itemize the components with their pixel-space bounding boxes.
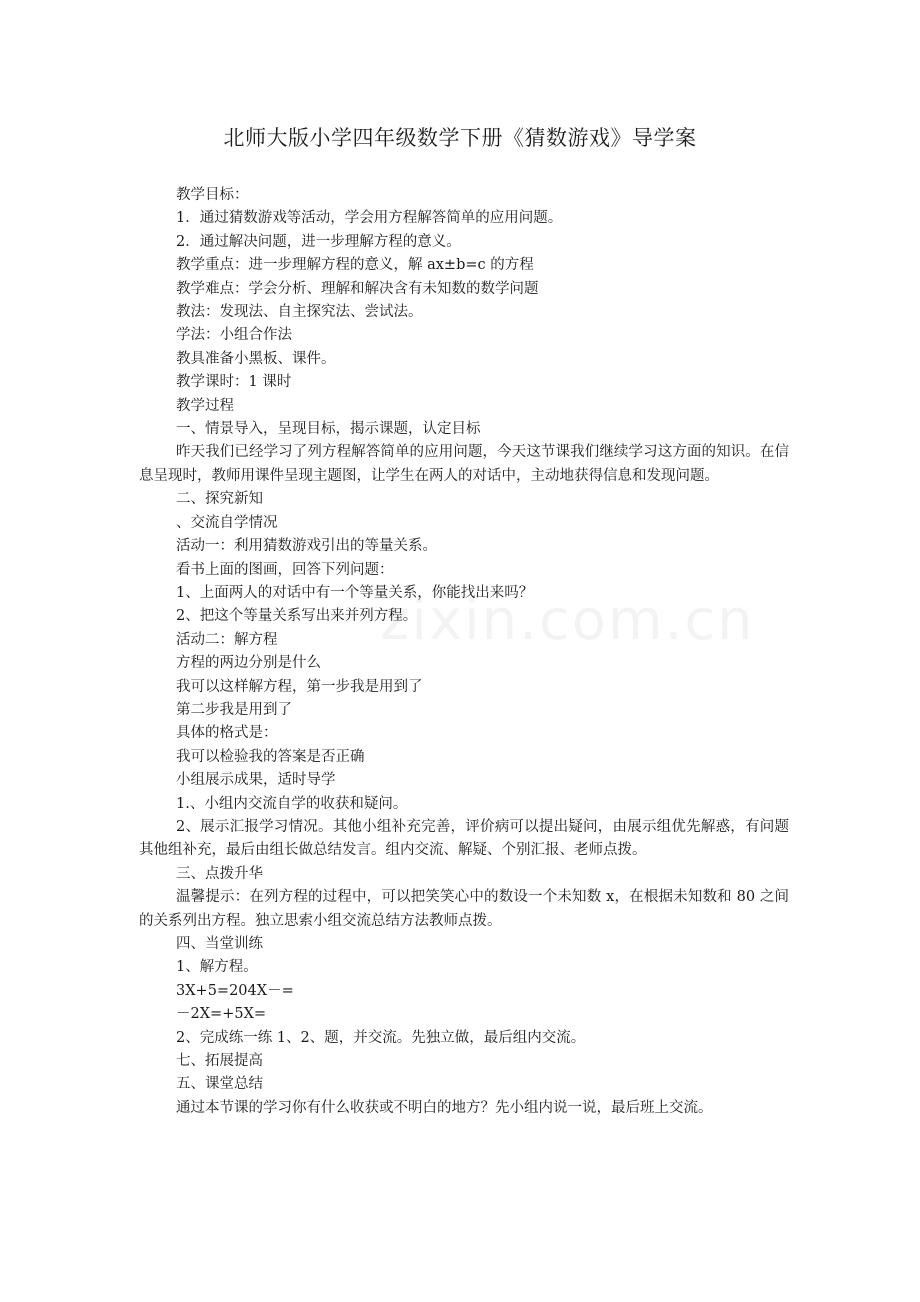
paragraph: 第二步我是用到了 [176, 701, 292, 718]
paragraph: 教学课时：1 课时 [176, 374, 292, 391]
paragraph: 四、当堂训练 [176, 936, 263, 952]
paragraph: 方程的两边分别是什么 [176, 655, 321, 672]
paragraph: 我可以这样解方程，第一步我是用到了 [176, 678, 423, 695]
paragraph: 活动一：利用猜数游戏引出的等量关系。 [176, 538, 437, 555]
paragraph: 2、把这个等量关系写出来并列方程。 [176, 608, 418, 625]
paragraph: 教学难点：学会分析、理解和解决含有未知数的数学问题 [176, 280, 539, 297]
paragraph: 五、课堂总结 [176, 1076, 263, 1093]
paragraph: 2．通过解决问题，进一步理解方程的意义。 [176, 233, 461, 250]
paragraph: 昨天我们已经学习了列方程解答简单的应用问题，今天这节课我们继续学习这方面的知识。在信息呈现时，教师用课件呈现主题图，让学生在两人的对话中，主动地获得信息和发现问题。 [139, 444, 789, 484]
paragraph: 2、展示汇报学习情况。其他小组补充完善，评价病可以提出疑问，由展示组优先解惑，有问题其他组补充，最后由组长做总结发言。组内交流、解疑、个别汇报、老师点拨。 [139, 818, 789, 859]
paragraph: 1．通过猜数游戏等活动，学会用方程解答简单的应用问题。 [176, 210, 563, 227]
paragraph: 教法：发现法、自主探究法、尝试法。 [176, 304, 423, 321]
paragraph: 温馨提示：在列方程的过程中，可以把笑笑心中的数设一个未知数 x，在根据未知数和 80 之间的关系列出方程。独立思索小组交流总结方法教师点拨。 [139, 889, 789, 929]
paragraph: 1.、小组内交流自学的收获和疑问。 [176, 795, 408, 812]
paragraph: 教具准备小黑板、课件。 [176, 350, 336, 367]
paragraph: 看书上面的图画，回答下列问题： [176, 561, 394, 578]
paragraph: 小组展示成果，适时导学 [176, 772, 336, 789]
page-title: 北师大版小学四年级数学下册《猜数游戏》导学案 [223, 126, 697, 150]
paragraph: 我可以检验我的答案是否正确 [176, 748, 365, 765]
document-body [139, 184, 789, 1120]
paragraph: －2X=+5X= [176, 1006, 267, 1023]
paragraph: 具体的格式是： [176, 725, 278, 742]
paragraph: 一、情景导入，呈现目标，揭示课题，认定目标 [176, 421, 481, 438]
paragraph: 通过本节课的学习你有什么收获或不明白的地方？先小组内说一说，最后班上交流。 [176, 1099, 713, 1116]
paragraph: 活动二：解方程 [176, 631, 278, 648]
paragraph: 教学过程 [176, 397, 234, 414]
paragraph: 、交流自学情况 [176, 514, 278, 531]
paragraph: 3X+5=204X－= [176, 982, 294, 999]
paragraph: 二、探究新知 [176, 491, 263, 508]
paragraph: 教学目标： [176, 187, 249, 203]
paragraph: 2、完成练一练 1、2、题，并交流。先独立做，最后组内交流。 [176, 1029, 586, 1046]
paragraph: 1、解方程。 [176, 959, 258, 976]
paragraph: 学法：小组合作法 [176, 327, 292, 344]
paragraph: 1、上面两人的对话中有一个等量关系，你能找出来吗？ [176, 584, 534, 601]
paragraph: 三、点拨升华 [176, 865, 263, 882]
paragraph: 七、拓展提高 [176, 1053, 263, 1070]
paragraph: 教学重点：进一步理解方程的意义，解 ax±b=c 的方程 [176, 257, 534, 274]
